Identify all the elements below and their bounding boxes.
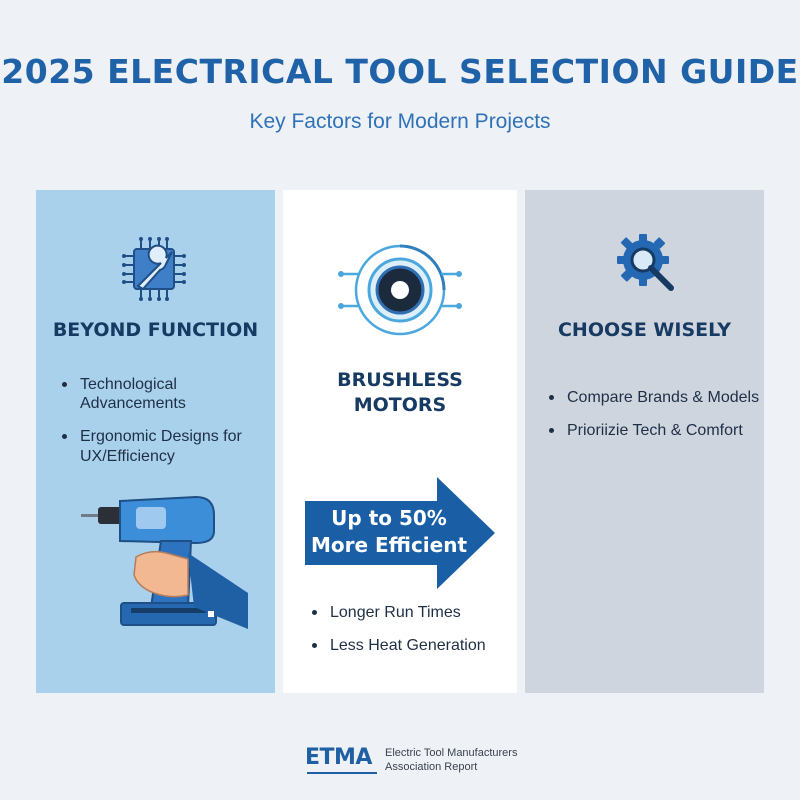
logo-underline bbox=[307, 772, 377, 774]
page-title: 2025 ELECTRICAL TOOL SELECTION GUIDE bbox=[1, 52, 799, 91]
efficiency-arrow-callout bbox=[305, 477, 497, 589]
heading-line: MOTORS bbox=[353, 393, 447, 416]
list-item: Longer Run Times bbox=[310, 603, 510, 622]
cordless-drill-icon bbox=[76, 495, 261, 655]
etma-logo: ETMA bbox=[305, 745, 372, 770]
org-line: Electric Tool Manufacturers bbox=[385, 747, 518, 759]
list-item: Ergonomic Designs for UX/Efficiency bbox=[60, 427, 265, 465]
footer-organization bbox=[385, 747, 545, 775]
list-item: Compare Brands & Models bbox=[547, 388, 762, 407]
circuit-wrench-icon bbox=[119, 234, 189, 304]
column-heading bbox=[283, 368, 517, 417]
bullet-list bbox=[547, 388, 762, 454]
gear-search-icon bbox=[613, 230, 679, 296]
list-item: Prioriizie Tech & Comfort bbox=[547, 421, 762, 440]
column-heading: BEYOND FUNCTION bbox=[52, 319, 259, 341]
bullet-list bbox=[310, 603, 510, 669]
callout-line: More Efficient bbox=[310, 533, 468, 557]
callout-line: Up to 50% bbox=[331, 506, 447, 530]
panel-choose-wisely bbox=[525, 190, 764, 693]
panel-brushless-motors bbox=[283, 190, 517, 693]
bullet-list bbox=[60, 375, 265, 480]
list-item: Less Heat Generation bbox=[310, 636, 510, 655]
panel-beyond-function bbox=[36, 190, 275, 693]
page-subtitle: Key Factors for Modern Projects bbox=[249, 110, 551, 133]
org-line: Association Report bbox=[385, 760, 478, 773]
brushless-motor-icon bbox=[337, 240, 463, 340]
heading-line: BRUSHLESS bbox=[337, 369, 463, 391]
callout-text bbox=[305, 505, 473, 559]
list-item: Technological Advancements bbox=[60, 375, 265, 413]
column-heading: CHOOSE WISELY bbox=[557, 319, 732, 341]
